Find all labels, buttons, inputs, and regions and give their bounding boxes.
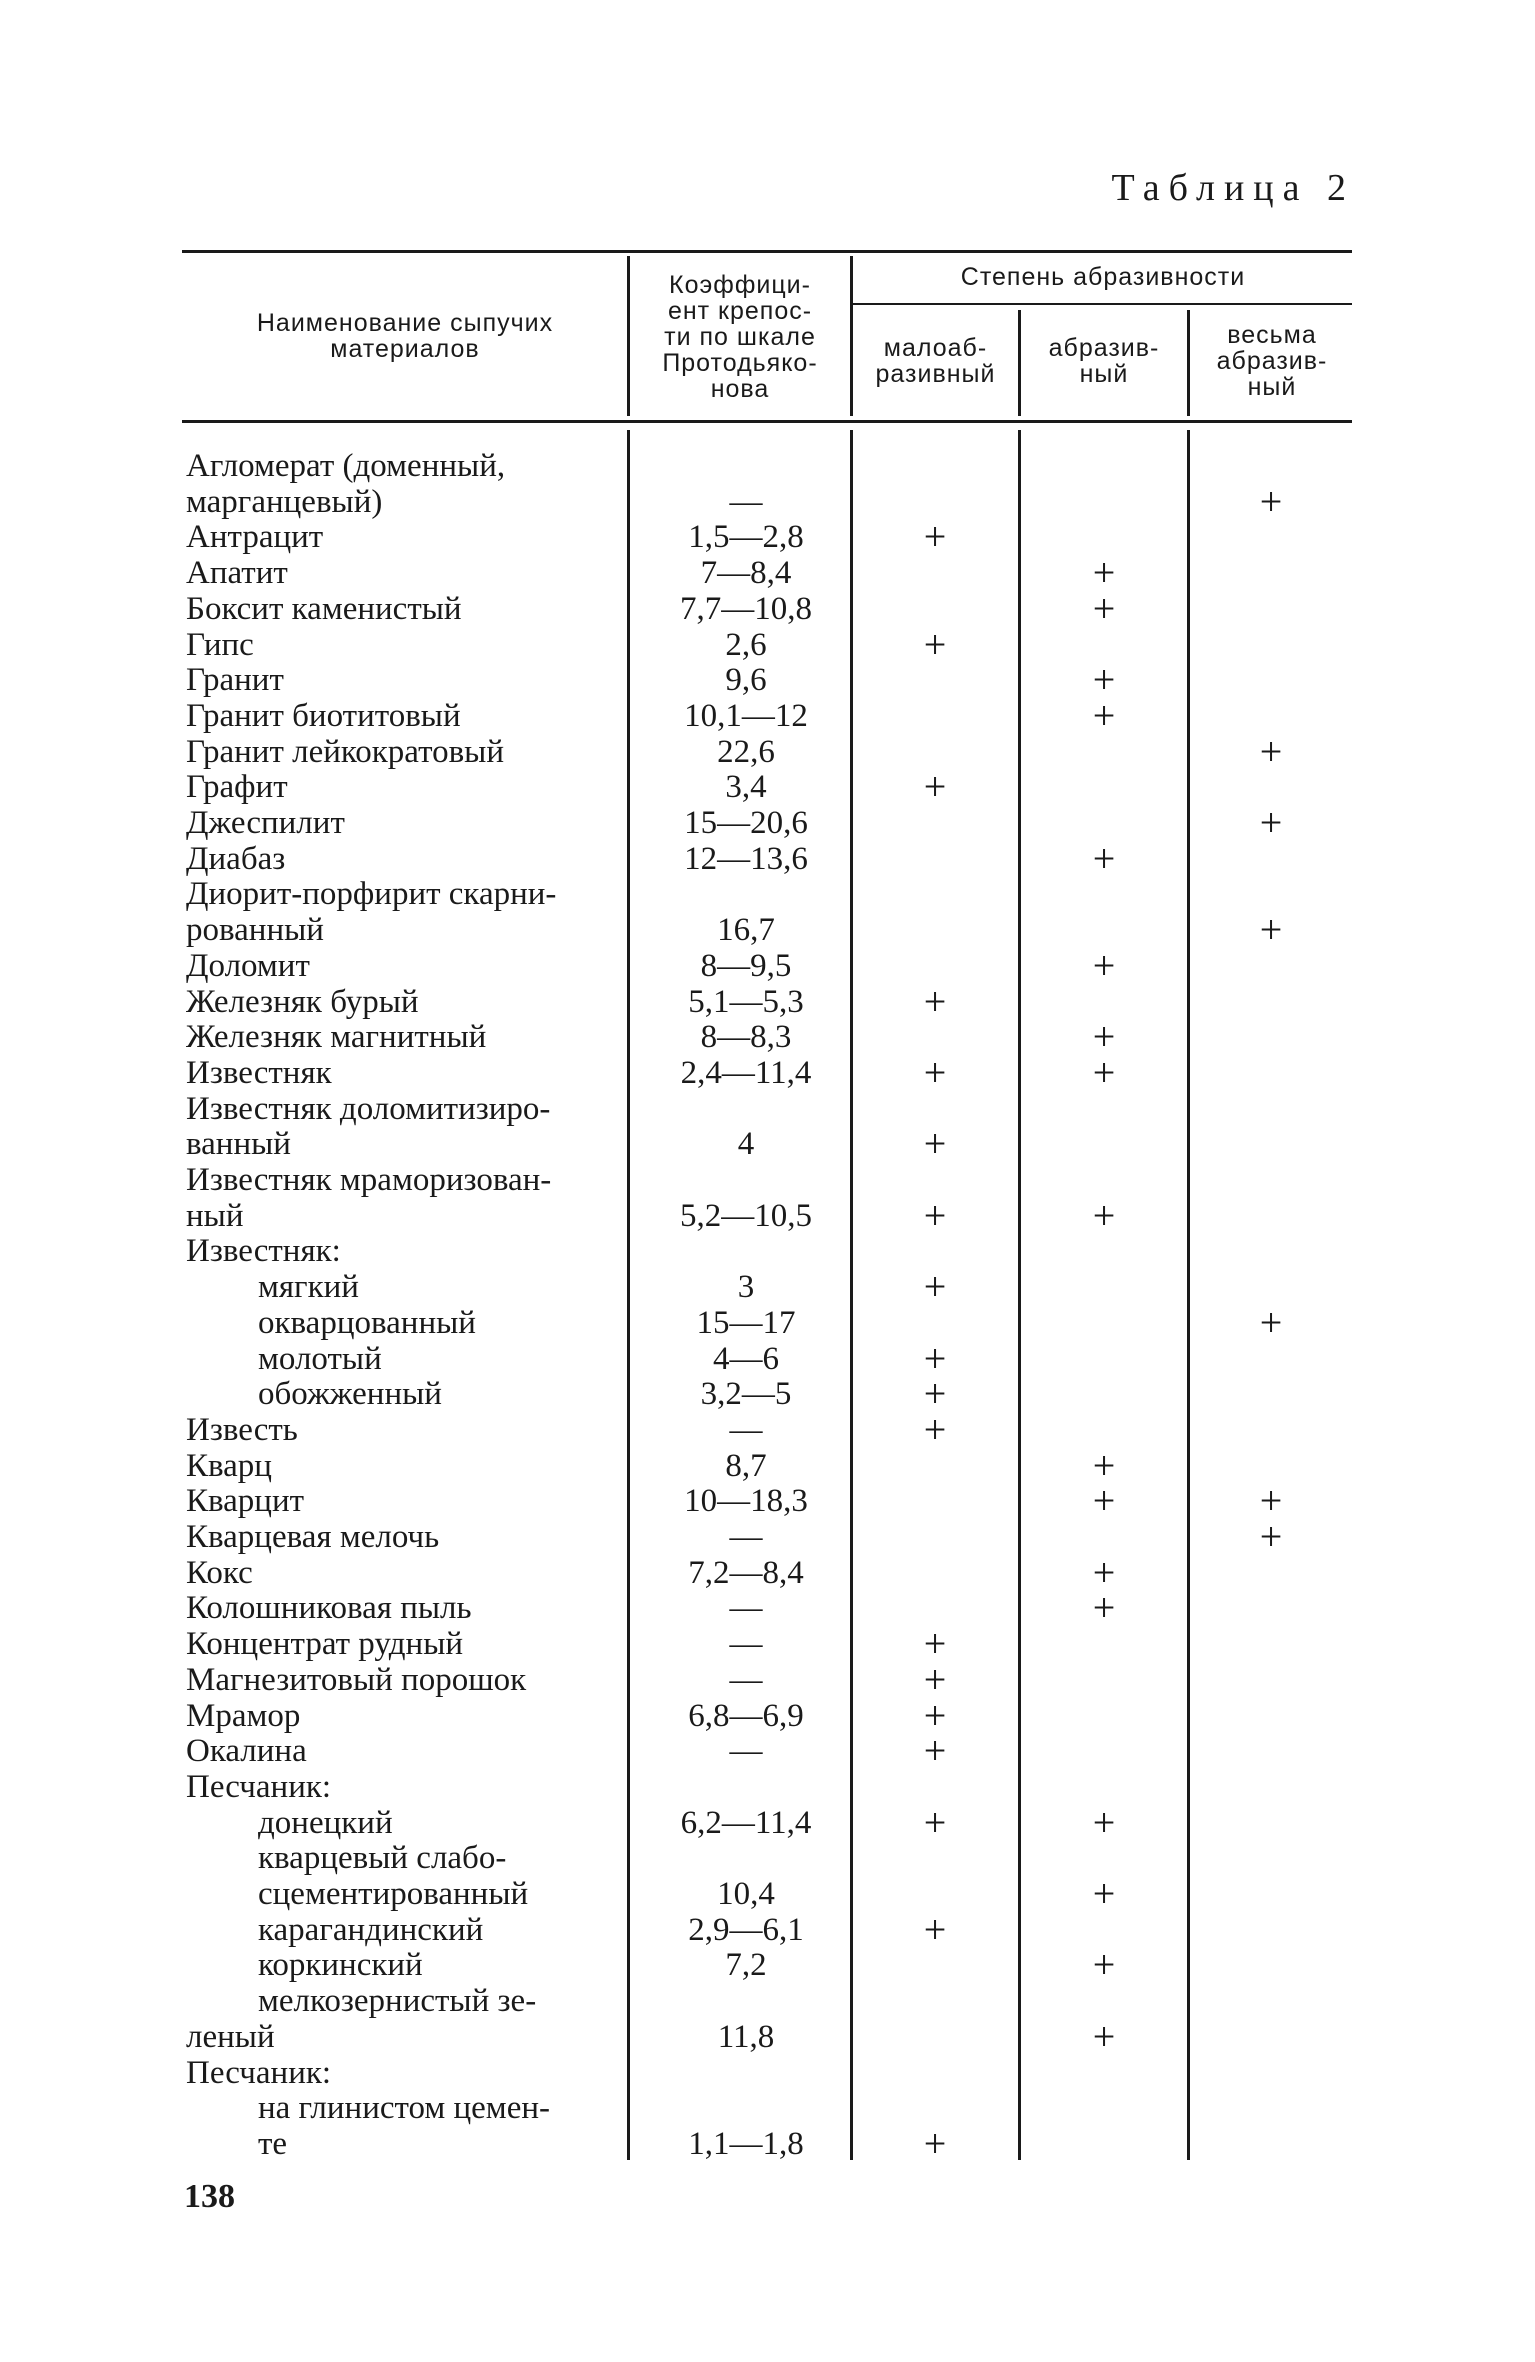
table-row [0, 1121, 1535, 1166]
abrasive-mark: + [1092, 1585, 1116, 1630]
high-abrasive-mark: + [1259, 479, 1283, 524]
table-row [0, 657, 1535, 702]
strength-coefficient: 12—13,6 [684, 841, 808, 877]
material-name: Известняк мраморизован- [186, 1162, 552, 1198]
strength-coefficient: 7,7—10,8 [680, 591, 812, 627]
header-bottom-rule [182, 420, 1352, 423]
material-name: марганцевый) [186, 484, 383, 520]
table-row [0, 1983, 1535, 2019]
header-sub-line: абразив- [1216, 347, 1328, 375]
strength-coefficient: 6,2—11,4 [680, 1805, 812, 1841]
material-name: Гранит биотитовый [186, 698, 461, 734]
strength-coefficient: 6,8—6,9 [688, 1698, 804, 1734]
header-group [853, 264, 1353, 290]
header-coef-line: Протодьяко- [662, 349, 818, 377]
table-row [0, 1162, 1535, 1198]
material-name: Окалина [186, 1733, 307, 1769]
table-row [0, 1840, 1535, 1876]
material-name: те [258, 2126, 288, 2162]
material-name: Известняк: [186, 1233, 341, 1269]
table-row [0, 2121, 1535, 2166]
material-name: Магнезитовый порошок [186, 1662, 527, 1698]
strength-coefficient: 7,2 [725, 1947, 767, 1983]
material-name: обожженный [258, 1376, 442, 1412]
material-name: Гипс [186, 627, 254, 663]
header-sub-line: разивный [875, 360, 996, 388]
strength-coefficient: 10—18,3 [684, 1483, 808, 1519]
material-name: рованный [186, 912, 324, 948]
header-sub-line: малоаб- [883, 334, 988, 362]
abrasive-mark: + [1092, 943, 1116, 988]
header-sub-high [1190, 322, 1354, 400]
strength-coefficient: 5,1—5,3 [688, 984, 804, 1020]
table-row [0, 693, 1535, 738]
low-abrasive-mark: + [923, 1193, 947, 1238]
table-row [0, 1907, 1535, 1952]
header-name [190, 310, 620, 362]
table-row [0, 1871, 1535, 1916]
header-coef-line: Коэффици- [669, 271, 811, 299]
table-row [0, 622, 1535, 667]
material-name: ванный [186, 1126, 291, 1162]
abrasive-mark: + [1092, 1550, 1116, 1595]
high-abrasive-mark: + [1259, 800, 1283, 845]
material-name: Мрамор [186, 1698, 301, 1734]
material-name: Кварц [186, 1448, 272, 1484]
material-name: Доломит [186, 948, 310, 984]
table-row [0, 836, 1535, 881]
table-row [0, 1014, 1535, 1059]
table-row [0, 1769, 1535, 1805]
table-row [0, 943, 1535, 988]
table-caption: Таблица 2 [1111, 167, 1355, 209]
table-row [0, 2055, 1535, 2091]
abrasive-mark: + [1092, 1193, 1116, 1238]
low-abrasive-mark: + [923, 1371, 947, 1416]
strength-coefficient: — [729, 1590, 763, 1626]
header-name-text: Наименование сыпучих материалов [256, 309, 554, 363]
abrasive-mark: + [1092, 586, 1116, 631]
header-top-rule [182, 250, 1352, 253]
material-name: мелкозернистый зе- [258, 1983, 537, 2019]
abrasive-mark: + [1092, 2014, 1116, 2059]
table-row [0, 1657, 1535, 1702]
table-row [0, 876, 1535, 912]
strength-coefficient: — [729, 1519, 763, 1555]
table-row [0, 1550, 1535, 1595]
strength-coefficient: 3 [737, 1269, 755, 1305]
table-row [0, 1728, 1535, 1773]
abrasive-mark: + [1092, 1443, 1116, 1488]
header-sub-line: ный [1247, 373, 1297, 401]
low-abrasive-mark: + [923, 1264, 947, 1309]
table-row [0, 1800, 1535, 1845]
header-sub-line: ный [1079, 360, 1129, 388]
abrasive-mark: + [1092, 1871, 1116, 1916]
strength-coefficient: 9,6 [725, 662, 767, 698]
material-name: Железняк магнитный [186, 1019, 487, 1055]
material-name: ный [186, 1198, 244, 1234]
low-abrasive-mark: + [923, 622, 947, 667]
table-row [0, 2090, 1535, 2126]
strength-coefficient: 15—20,6 [684, 805, 808, 841]
header-sub-low [853, 335, 1018, 387]
strength-coefficient: 8—8,3 [700, 1019, 792, 1055]
table-row [0, 1233, 1535, 1269]
low-abrasive-mark: + [923, 1728, 947, 1773]
low-abrasive-mark: + [923, 1407, 947, 1452]
table-row [0, 729, 1535, 774]
abrasive-mark: + [1092, 693, 1116, 738]
material-name: Известь [186, 1412, 298, 1448]
strength-coefficient: 5,2—10,5 [680, 1198, 812, 1234]
strength-coefficient: 3,2—5 [700, 1376, 792, 1412]
material-name: Кварцит [186, 1483, 305, 1519]
abrasive-mark: + [1092, 1478, 1116, 1523]
material-name: Известняк [186, 1055, 332, 1091]
table-row [0, 1693, 1535, 1738]
strength-coefficient: 4 [737, 1126, 755, 1162]
low-abrasive-mark: + [923, 1907, 947, 1952]
header-sub-line: абразив- [1048, 334, 1160, 362]
material-name: Боксит каменистый [186, 591, 462, 627]
table-row [0, 1514, 1535, 1559]
material-name: донецкий [258, 1805, 393, 1841]
table-row [0, 979, 1535, 1024]
material-name: молотый [258, 1341, 382, 1377]
abrasive-mark: + [1092, 1942, 1116, 1987]
table-row [0, 1621, 1535, 1666]
table-row [0, 1091, 1535, 1127]
page-number: 138 [184, 2178, 235, 2215]
table-row [0, 1478, 1535, 1523]
strength-coefficient: — [729, 1626, 763, 1662]
abrasive-mark: + [1092, 1800, 1116, 1845]
material-name: окварцованный [258, 1305, 476, 1341]
material-name: Песчаник: [186, 2055, 332, 2091]
low-abrasive-mark: + [923, 1621, 947, 1666]
strength-coefficient: 2,9—6,1 [688, 1912, 804, 1948]
low-abrasive-mark: + [923, 1121, 947, 1166]
header-coef-line: ти по шкале [664, 323, 816, 351]
header-coef-line: ент крепос- [667, 297, 813, 325]
strength-coefficient: 16,7 [717, 912, 775, 948]
table-row [0, 550, 1535, 595]
high-abrasive-mark: + [1259, 907, 1283, 952]
material-name: Гранит лейкократовый [186, 734, 504, 770]
strength-coefficient: 2,6 [725, 627, 767, 663]
material-name: Колошниковая пыль [186, 1590, 472, 1626]
material-name: Графит [186, 769, 288, 805]
low-abrasive-mark: + [923, 1050, 947, 1095]
material-name: Джеспилит [186, 805, 345, 841]
low-abrasive-mark: + [923, 514, 947, 559]
strength-coefficient: 8—9,5 [700, 948, 792, 984]
material-name: на глинистом цемен- [258, 2090, 550, 2126]
header-group-text: Степень абразивности [960, 263, 1246, 291]
table-row [0, 514, 1535, 559]
material-name: Диабаз [186, 841, 286, 877]
header-sub-line: весьма [1227, 321, 1317, 349]
low-abrasive-mark: + [923, 1693, 947, 1738]
strength-coefficient: 1,5—2,8 [688, 519, 804, 555]
low-abrasive-mark: + [923, 2121, 947, 2166]
material-name: Концентрат рудный [186, 1626, 464, 1662]
table-row [0, 1942, 1535, 1987]
strength-coefficient: — [729, 1733, 763, 1769]
strength-coefficient: 7—8,4 [700, 555, 792, 591]
strength-coefficient: — [729, 1412, 763, 1448]
table-row [0, 479, 1535, 524]
high-abrasive-mark: + [1259, 729, 1283, 774]
material-name: карагандинский [258, 1912, 484, 1948]
table-row [0, 1443, 1535, 1488]
strength-coefficient: 10,4 [717, 1876, 775, 1912]
table-row [0, 764, 1535, 809]
material-name: коркинский [258, 1947, 423, 1983]
strength-coefficient: 1,1—1,8 [688, 2126, 804, 2162]
strength-coefficient: 10,1—12 [684, 698, 808, 734]
material-name: Диорит-порфирит скарни- [186, 876, 557, 912]
high-abrasive-mark: + [1259, 1300, 1283, 1345]
material-name: Железняк бурый [186, 984, 419, 1020]
low-abrasive-mark: + [923, 764, 947, 809]
table-row [0, 586, 1535, 631]
table-row [0, 907, 1535, 952]
material-name: Антрацит [186, 519, 324, 555]
header-coef [630, 272, 850, 402]
material-name: сцементированный [258, 1876, 529, 1912]
material-name: Кварцевая мелочь [186, 1519, 440, 1555]
table-row [0, 1264, 1535, 1309]
table-row [0, 1336, 1535, 1381]
table-row [0, 1371, 1535, 1416]
table-row [0, 1050, 1535, 1095]
table-row [0, 1193, 1535, 1238]
material-name: кварцевый слабо- [258, 1840, 507, 1876]
table-row [0, 1300, 1535, 1345]
low-abrasive-mark: + [923, 979, 947, 1024]
material-name: леный [186, 2019, 275, 2055]
material-name: мягкий [258, 1269, 359, 1305]
strength-coefficient: 3,4 [725, 769, 767, 805]
strength-coefficient: 11,8 [717, 2019, 775, 2055]
strength-coefficient: — [729, 484, 763, 520]
table-row [0, 800, 1535, 845]
abrasive-mark: + [1092, 1050, 1116, 1095]
abrasive-mark: + [1092, 657, 1116, 702]
high-abrasive-mark: + [1259, 1478, 1283, 1523]
abrasive-mark: + [1092, 836, 1116, 881]
header-coef-line: нова [710, 375, 770, 403]
strength-coefficient: 2,4—11,4 [680, 1055, 812, 1091]
abrasive-mark: + [1092, 1014, 1116, 1059]
table-row [0, 448, 1535, 484]
material-name: Известняк доломитизиро- [186, 1091, 551, 1127]
material-name: Песчаник: [186, 1769, 332, 1805]
table-row [0, 1407, 1535, 1452]
abrasive-mark: + [1092, 550, 1116, 595]
group-divider-rule [852, 303, 1352, 305]
material-name: Агломерат (доменный, [186, 448, 506, 484]
low-abrasive-mark: + [923, 1336, 947, 1381]
table-row [0, 2014, 1535, 2059]
strength-coefficient: 4—6 [713, 1341, 779, 1377]
strength-coefficient: 15—17 [696, 1305, 796, 1341]
header-sub-mid [1021, 335, 1187, 387]
material-name: Гранит [186, 662, 284, 698]
strength-coefficient: 8,7 [725, 1448, 767, 1484]
material-name: Апатит [186, 555, 288, 591]
low-abrasive-mark: + [923, 1657, 947, 1702]
material-name: Кокс [186, 1555, 253, 1591]
strength-coefficient: 22,6 [717, 734, 775, 770]
table-row [0, 1585, 1535, 1630]
high-abrasive-mark: + [1259, 1514, 1283, 1559]
low-abrasive-mark: + [923, 1800, 947, 1845]
strength-coefficient: 7,2—8,4 [688, 1555, 804, 1591]
strength-coefficient: — [729, 1662, 763, 1698]
